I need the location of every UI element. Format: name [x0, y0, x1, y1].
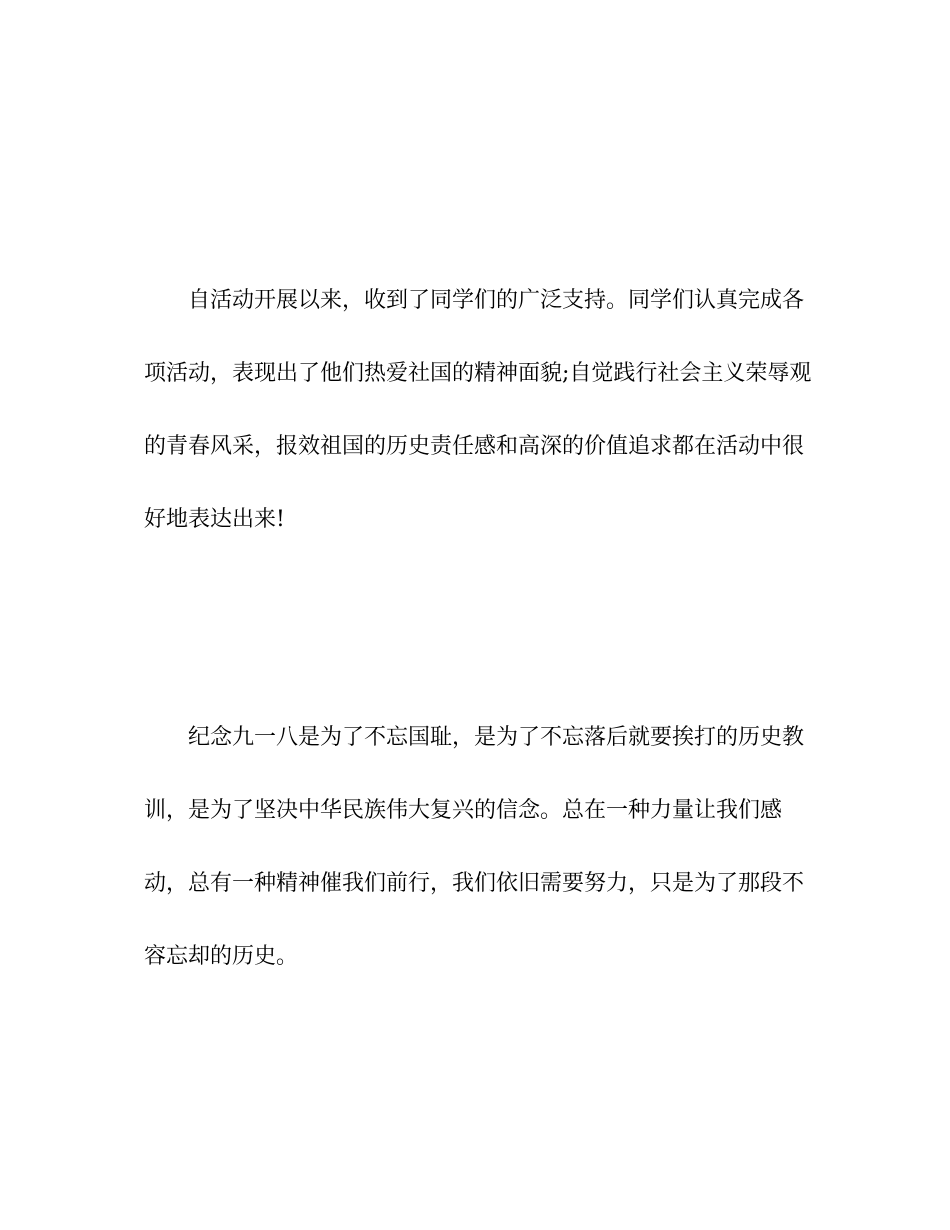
- paragraph-line: 训，是为了坚决中华民族伟大复兴的信念。总在一种力量让我们感: [144, 798, 783, 823]
- paragraph-line: 项活动，表现出了他们热爱社国的精神面貌;自觉践行社会主义荣辱观: [144, 361, 812, 386]
- paragraph-line: 容忘却的历史。: [144, 944, 299, 969]
- paragraph-line: 动，总有一种精神催我们前行，我们依旧需要努力，只是为了那段不: [144, 871, 805, 896]
- paragraph-line: 自活动开展以来，收到了同学们的广泛支持。同学们认真完成各: [188, 288, 805, 313]
- paragraph-line: 的青春风采，报效祖国的历史责任感和高深的价值追求都在活动中很: [144, 434, 805, 459]
- paragraph-line: 好地表达出来!: [144, 507, 285, 532]
- paragraph-line: 纪念九一八是为了不忘国耻，是为了不忘落后就要挨打的历史教: [188, 725, 805, 750]
